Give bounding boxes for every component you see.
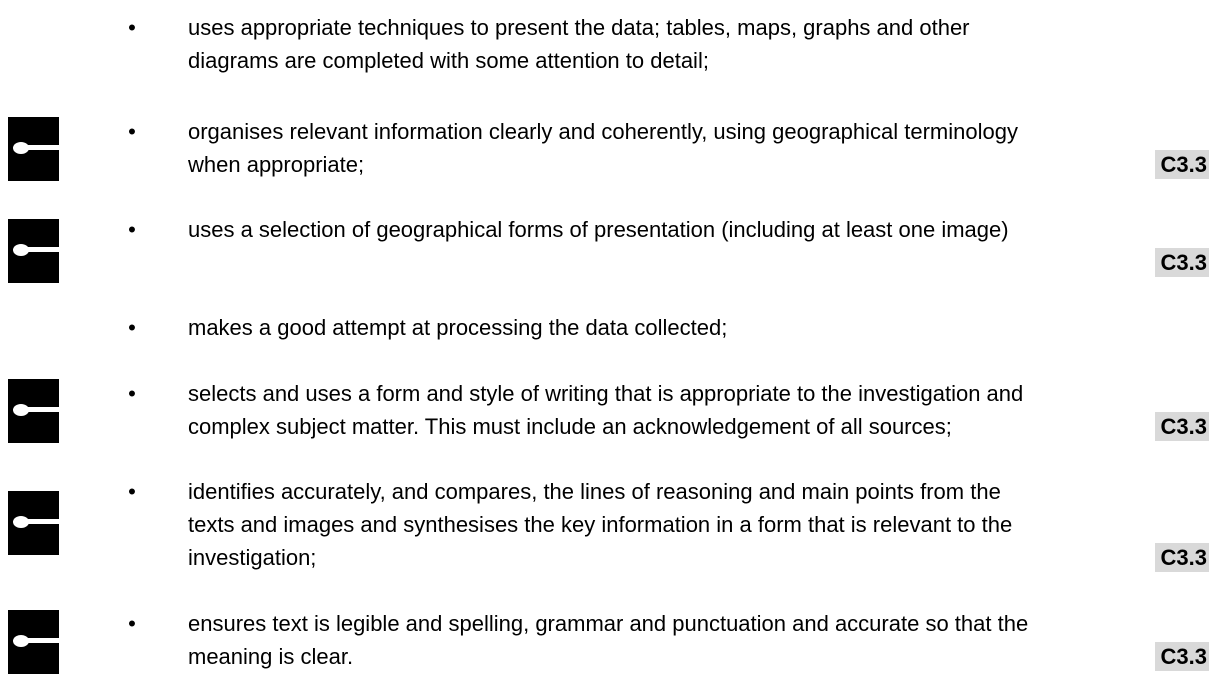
criterion-line — [188, 148, 1212, 181]
bullet: • — [128, 119, 136, 144]
criterion-line: diagrams are completed with some attention to detail; — [188, 48, 709, 73]
curriculum-code-badge: C3.3 — [1155, 412, 1209, 441]
key-icon-graphic — [8, 610, 59, 674]
criterion-line: ensures text is legible and spelling, grammar and punctuation and accurate so that the — [188, 611, 1029, 636]
criterion-line — [188, 246, 1212, 279]
key-icon-graphic — [8, 379, 59, 443]
key-icon — [8, 491, 59, 555]
bullet: • — [128, 611, 136, 636]
criterion-line: uses a selection of geographical forms of presentation (including at least one image) — [188, 217, 1009, 242]
criterion-text — [188, 377, 1212, 443]
criterion-text — [188, 213, 1212, 279]
criterion-line: selects and uses a form and style of writing that is appropriate to the investigation and — [188, 381, 1024, 406]
bullet: • — [128, 15, 136, 40]
curriculum-code-badge: C3.3 — [1155, 642, 1209, 671]
criterion-line: organises relevant information clearly and coherently, using geographical terminology — [188, 119, 1018, 144]
criterion-line-text: investigation; — [188, 545, 317, 570]
criterion-line: identifies accurately, and compares, the lines of reasoning and main points from the — [188, 479, 1001, 504]
key-icon — [8, 117, 59, 181]
criterion-line: makes a good attempt at processing the data collected; — [188, 315, 728, 340]
criterion-line-text: complex subject matter. This must include an acknowledgement of all sources; — [188, 414, 952, 439]
key-icon-graphic — [8, 491, 59, 555]
key-icon-graphic — [8, 219, 59, 283]
bullet: • — [128, 217, 136, 242]
key-icon — [8, 610, 59, 674]
bullet: • — [128, 381, 136, 406]
curriculum-code-badge: C3.3 — [1155, 543, 1209, 572]
curriculum-code-badge: C3.3 — [1155, 248, 1209, 277]
key-icon — [8, 379, 59, 443]
curriculum-code-badge: C3.3 — [1155, 150, 1209, 179]
criterion-line: texts and images and synthesises the key information in a form that is relevant to the — [188, 512, 1013, 537]
bullet: • — [128, 315, 136, 340]
criterion-line-text: meaning is clear. — [188, 644, 354, 669]
criterion-text — [188, 311, 1212, 344]
criterion-line: uses appropriate techniques to present the data; tables, maps, graphs and other — [188, 15, 970, 40]
bullet: • — [128, 479, 136, 504]
criterion-text — [188, 607, 1212, 673]
criterion-line — [188, 640, 1212, 673]
criterion-text — [188, 475, 1212, 574]
criterion-text — [188, 115, 1212, 181]
criterion-line — [188, 410, 1212, 443]
criterion-line — [188, 541, 1212, 574]
key-icon-graphic — [8, 117, 59, 181]
criterion-text — [188, 11, 1212, 77]
key-icon — [8, 219, 59, 283]
criterion-line-text: when appropriate; — [188, 152, 365, 177]
